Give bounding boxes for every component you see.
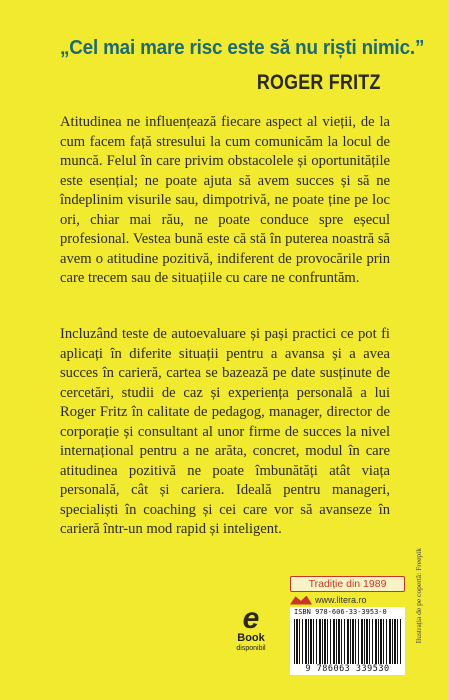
- publisher-url: www.litera.ro: [315, 595, 367, 605]
- ebook-available-logo: [229, 602, 273, 653]
- barcode-number: 9 786063 339530: [305, 664, 390, 674]
- quote-author: ROGER FRITZ: [257, 71, 381, 94]
- description-paragraph-1: Atitudinea ne influențează fiecare aspect al vieții, de la cum facem față stresului la cum comunicăm la locul de muncă. Felul în care privim obstacolele și oportunitățile este esențial; ne poate ajuta să avem succes și să ne îndeplinim visurile sau, dimpotrivă, ne poate ține pe loc ori, chiar mai rău, ne poate conduce spre eșecul profesional. Vestea bună este că stă în puterea noastră să avem o atitudine pozitivă, indiferent de provocările prin care trecem sau de situațiile cu care ne confruntăm.: [60, 114, 390, 286]
- barcode-bars-icon: [294, 619, 401, 664]
- publisher-url-row: [290, 595, 405, 605]
- ebook-label: Book: [237, 632, 265, 644]
- ebook-sub-label: disponibil: [236, 645, 266, 652]
- quote: „Cel mai mare risc este să nu riști nimic.”: [60, 36, 425, 59]
- description-paragraph-2: Incluzând teste de autoevaluare și pași practici ce pot fi aplicați în diferite situații pentru a avansa și a avea succes în carieră, cartea se bazează pe date susținute de cercetări, studii de caz și experiența personală a lui Roger Fritz în calitate de pedagog, manager, director de corporație și consultant al unor firme de succes la nivel internațional pentru a ne arăta, concret, modul în care atitudinea pozitivă ne poate îmbunătăți atât viața personală, cât și cariera. Ideală pentru manageri, specialiști în coaching și cei care vor să avanseze în carieră într-un mod rapid și inteligent.: [60, 326, 390, 537]
- publisher-badge: [290, 576, 405, 680]
- publisher-logo-icon: [290, 596, 312, 605]
- illustration-credit: Ilustrația de pe copertă: Freepik: [414, 548, 423, 644]
- isbn: ISBN 978-606-33-3953-0: [290, 607, 405, 617]
- tradition-tag: Tradiție din 1989: [290, 576, 405, 592]
- barcode: [290, 617, 405, 675]
- ebook-e-icon: e: [242, 602, 260, 635]
